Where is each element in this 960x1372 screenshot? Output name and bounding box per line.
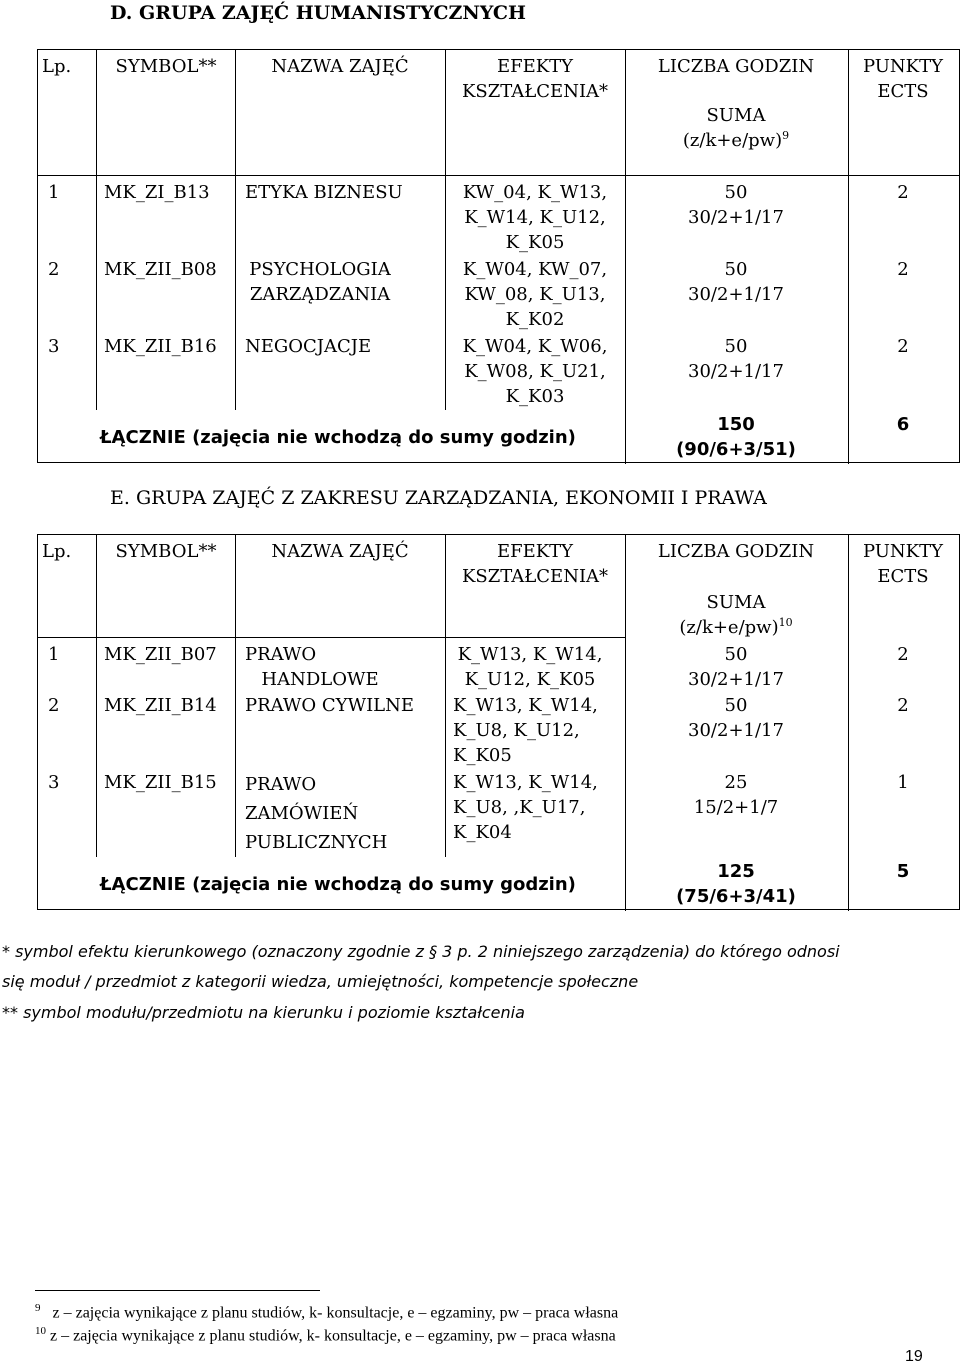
total-label: ŁĄCZNIE (zajęcia nie wchodzą do sumy godzin): [100, 874, 576, 895]
row-symbol: MK_ZII_B08: [104, 259, 217, 280]
total-ects: 5: [896, 861, 910, 882]
header-liczba-godzin: LICZBA GODZIN: [657, 541, 815, 562]
row-symbol: MK_ZII_B07: [104, 644, 217, 665]
row-ects: 2: [897, 182, 909, 203]
total-label: ŁĄCZNIE (zajęcia nie wchodzą do sumy godzin): [100, 427, 576, 448]
row-ects: 2: [897, 259, 909, 280]
row-lp: 1: [48, 644, 60, 665]
header-efekty: EFEKTY KSZTAŁCENIA*: [461, 56, 609, 102]
footnote-separator: [35, 1290, 320, 1291]
header-efekty: EFEKTY KSZTAŁCENIA*: [461, 541, 609, 587]
header-nazwa: NAZWA ZAJĘĆ: [271, 541, 409, 562]
note-line: się moduł / przedmiot z kategorii wiedza, umiejętności, kompetencje społeczne: [2, 972, 639, 991]
row-godziny: 50 30/2+1/17: [688, 182, 784, 228]
row-efekty: K_W13, K_W14, K_U8, K_U12, K_K05: [453, 695, 598, 766]
row-godziny: 50 30/2+1/17: [688, 644, 784, 690]
row-efekty: KW_04, K_W13, K_W14, K_U12, K_K05: [462, 182, 608, 253]
row-lp: 1: [48, 182, 60, 203]
header-formula: $(z/k+e/pw)^{10}$: [679, 616, 793, 638]
total-godziny: 150 (90/6+3/51): [676, 414, 796, 460]
header-ects: PUNKTY ECTS: [862, 56, 944, 102]
header-lp: Lp.: [42, 56, 72, 77]
row-ects: 2: [897, 644, 909, 665]
row-symbol: MK_ZII_B16: [104, 336, 217, 357]
page-number: 19: [905, 1348, 923, 1365]
row-nazwa: PSYCHOLOGIA ZARZĄDZANIA: [249, 259, 391, 305]
header-symbol: SYMBOL**: [115, 56, 217, 77]
row-lp: 3: [48, 772, 60, 793]
header-ects: PUNKTY ECTS: [862, 541, 944, 587]
row-ects: 1: [897, 772, 909, 793]
row-symbol: MK_ZI_B13: [104, 182, 210, 203]
row-ects: 2: [897, 336, 909, 357]
footnote: $^{10}$ z – zajęcia wynikające z planu studiów, k- konsultacje, e – egzaminy, pw – praca własna: [35, 1325, 616, 1345]
footnote: $^9$ z – zajęcia wynikające z planu studiów, k- konsultacje, e – egzaminy, pw – praca własna: [35, 1302, 619, 1322]
row-efekty: K_W13, K_W14, K_U8, ,K_U17, K_K04: [453, 772, 598, 843]
row-symbol: MK_ZII_B14: [104, 695, 217, 716]
row-godziny: 50 30/2+1/17: [688, 259, 784, 305]
header-suma: SUMA: [706, 592, 766, 613]
row-godziny: 50 30/2+1/17: [688, 695, 784, 741]
row-lp: 3: [48, 336, 60, 357]
header-formula: $(z/k+e/pw)^9$: [682, 129, 790, 151]
row-nazwa: PRAWO ZAMÓWIEŃ PUBLICZNYCH: [245, 774, 388, 853]
row-godziny: 50 30/2+1/17: [688, 336, 784, 382]
total-ects: 6: [896, 414, 910, 435]
row-efekty: K_W04, KW_07, KW_08, K_U13, K_K02: [462, 259, 608, 330]
note-line: * symbol efektu kierunkowego (oznaczony zgodnie z § 3 p. 2 niniejszego zarządzenia) do którego odnosi: [2, 942, 840, 961]
header-lp: Lp.: [42, 541, 72, 562]
section-d-title: D. GRUPA ZAJĘĆ HUMANISTYCZNYCH: [110, 2, 526, 24]
header-liczba-godzin: LICZBA GODZIN: [657, 56, 815, 77]
row-godziny: 25 15/2+1/7: [693, 772, 779, 818]
header-suma: SUMA: [706, 105, 766, 126]
note-line: ** symbol modułu/przedmiotu na kierunku i poziomie kształcenia: [2, 1003, 525, 1022]
row-lp: 2: [48, 695, 60, 716]
total-godziny: 125 (75/6+3/41): [676, 861, 796, 907]
row-nazwa: PRAWO: [245, 644, 317, 665]
header-nazwa: NAZWA ZAJĘĆ: [271, 56, 409, 77]
row-nazwa: ETYKA BIZNESU: [245, 182, 403, 203]
row-lp: 2: [48, 259, 60, 280]
row-nazwa: PRAWO CYWILNE: [245, 695, 415, 716]
row-efekty: K_W13, K_W14, K_U12, K_K05: [457, 644, 603, 690]
row-ects: 2: [897, 695, 909, 716]
section-e-title: E. GRUPA ZAJĘĆ Z ZAKRESU ZARZĄDZANIA, EKONOMII I PRAWA: [110, 487, 767, 509]
row-efekty: K_W04, K_W06, K_W08, K_U21, K_K03: [462, 336, 608, 407]
row-symbol: MK_ZII_B15: [104, 772, 217, 793]
header-symbol: SYMBOL**: [115, 541, 217, 562]
row-nazwa: NEGOCJACJE: [245, 336, 372, 357]
row-nazwa-2: HANDLOWE: [261, 669, 379, 690]
